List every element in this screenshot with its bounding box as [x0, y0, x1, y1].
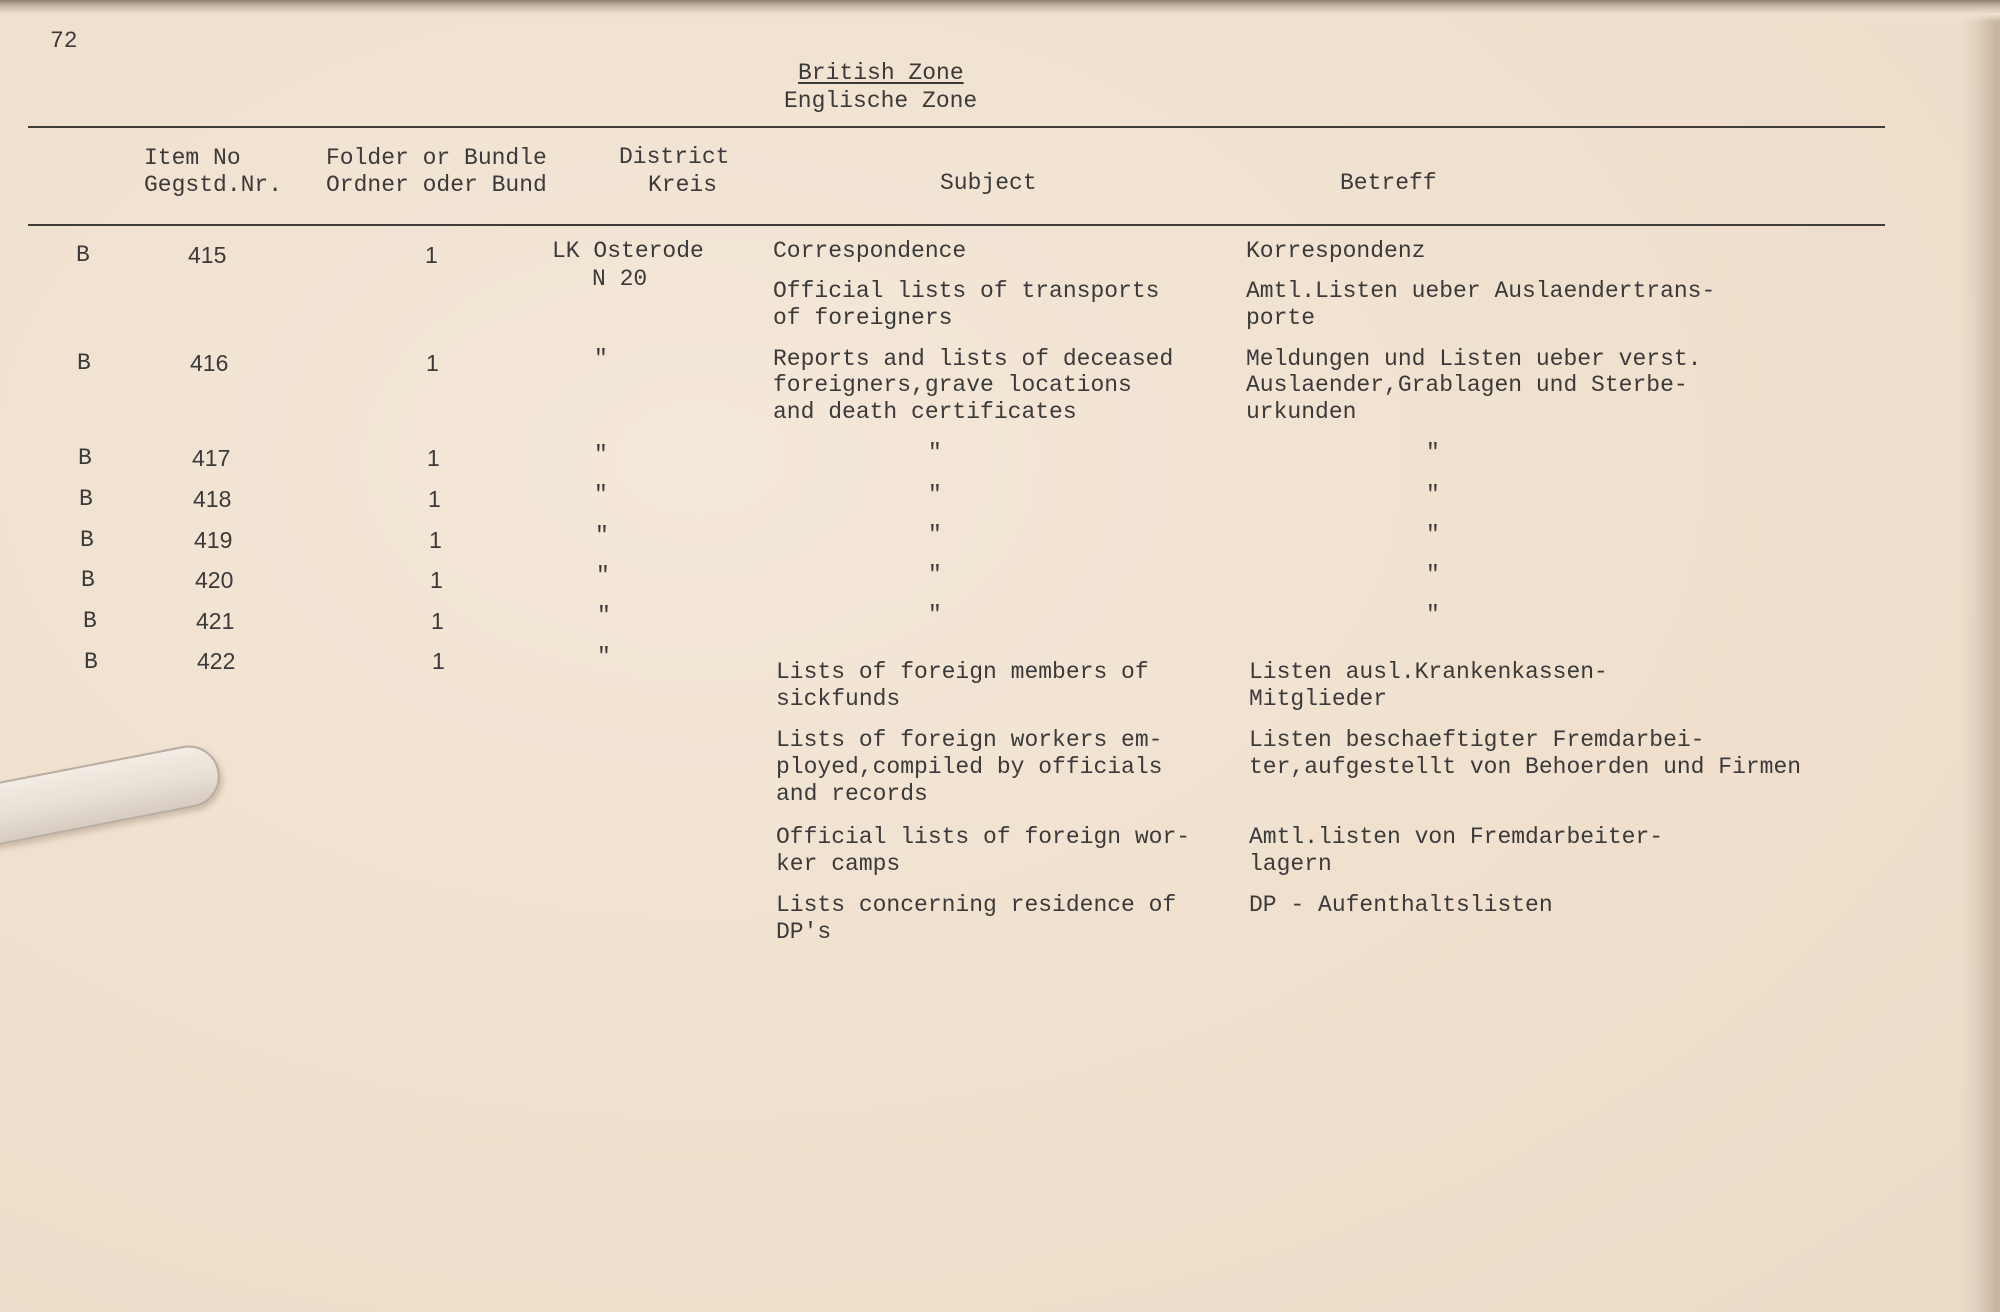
col-header-item-no-de: Gegstd.Nr. — [144, 172, 283, 198]
col-header-district: District — [619, 144, 730, 170]
folder-cell: 1 — [430, 567, 443, 593]
subject-cell: " — [928, 602, 942, 628]
betreff-line: urkunden — [1246, 399, 1357, 425]
subject-cell: " — [928, 440, 942, 466]
betreff-cell: " — [1426, 522, 1440, 548]
item-no-cell: 418 — [193, 486, 232, 512]
district-cell: " — [597, 603, 611, 629]
betreff-cell: " — [1426, 482, 1440, 508]
subject-line: Official lists of foreign wor- — [776, 824, 1191, 850]
subject-line: Lists concerning residence of — [776, 892, 1177, 918]
item-no-cell: 419 — [194, 527, 233, 553]
page-title: British Zone — [798, 60, 964, 86]
betreff-line: lagern — [1249, 851, 1332, 877]
folder-cell: 1 — [425, 242, 438, 268]
col-header-folder: Folder or Bundle — [326, 145, 547, 171]
header-bottom-rule — [28, 224, 1885, 226]
subject-line: ployed,compiled by officials — [776, 754, 1163, 780]
betreff-line: Auslaender,Grablagen und Sterbe- — [1246, 372, 1688, 398]
subject-cell: " — [928, 482, 942, 508]
subject-line: Reports and lists of deceased — [773, 346, 1174, 372]
item-no-cell: 420 — [195, 567, 234, 593]
folder-cell: 1 — [428, 486, 441, 512]
header-top-rule — [28, 126, 1885, 128]
series-cell: B — [77, 350, 91, 376]
col-header-district-de: Kreis — [648, 172, 718, 198]
district-cell: " — [594, 482, 608, 508]
betreff-line: Amtl.listen von Fremdarbeiter- — [1249, 824, 1664, 850]
folder-cell: 1 — [426, 350, 439, 376]
series-cell: B — [81, 567, 95, 593]
ruler-tool — [0, 740, 225, 851]
district-cell-line-2: N 20 — [592, 266, 648, 292]
district-cell: " — [595, 523, 609, 549]
betreff-line: porte — [1246, 305, 1316, 331]
betreff-line: DP - Aufenthaltslisten — [1249, 892, 1553, 918]
betreff-line: Amtl.Listen ueber Auslaendertrans- — [1246, 278, 1716, 304]
betreff-cell: " — [1426, 562, 1440, 588]
col-header-betreff: Betreff — [1340, 170, 1437, 196]
col-header-item-no: Item No — [144, 145, 241, 171]
series-cell: B — [80, 527, 94, 553]
item-no-cell: 416 — [190, 350, 229, 376]
subject-line: of foreigners — [773, 305, 953, 331]
betreff-line: Listen beschaeftigter Fremdarbei- — [1249, 727, 1705, 753]
series-cell: B — [83, 608, 97, 634]
series-cell: B — [78, 445, 92, 471]
subject-line: Lists of foreign workers em- — [776, 727, 1163, 753]
subject-line: DP's — [776, 919, 832, 945]
page-number: 72 — [50, 28, 78, 54]
page-subtitle: Englische Zone — [784, 88, 978, 114]
district-cell: " — [596, 563, 610, 589]
subject-cell: " — [928, 562, 942, 588]
district-cell: LK Osterode — [552, 238, 704, 264]
series-cell: B — [76, 242, 90, 268]
subject-line: ker camps — [776, 851, 901, 877]
col-header-folder-de: Ordner oder Bund — [326, 172, 547, 198]
folder-cell: 1 — [429, 527, 442, 553]
series-cell: B — [79, 486, 93, 512]
betreff-cell: Korrespondenz — [1246, 238, 1426, 264]
betreff-cell: " — [1426, 602, 1440, 628]
district-cell: " — [594, 346, 608, 372]
subject-cell: Correspondence — [773, 238, 967, 264]
betreff-line: ter,aufgestellt von Behoerden und Firmen — [1249, 754, 1802, 780]
subject-line: and records — [776, 781, 928, 807]
item-no-cell: 421 — [196, 608, 235, 634]
folder-cell: 1 — [427, 445, 440, 471]
betreff-cell: " — [1426, 440, 1440, 466]
col-header-subject: Subject — [940, 170, 1037, 196]
district-cell: " — [597, 644, 611, 670]
subject-line: Lists of foreign members of — [776, 659, 1149, 685]
series-cell: B — [84, 649, 98, 675]
betreff-line: Mitglieder — [1249, 686, 1388, 712]
item-no-cell: 415 — [188, 242, 227, 268]
betreff-line: Listen ausl.Krankenkassen- — [1249, 659, 1608, 685]
subject-line: foreigners,grave locations — [773, 372, 1132, 398]
folder-cell: 1 — [432, 648, 445, 674]
subject-line: Official lists of transports — [773, 278, 1160, 304]
district-cell: " — [594, 442, 608, 468]
subject-line: and death certificates — [773, 399, 1077, 425]
item-no-cell: 422 — [197, 648, 236, 674]
betreff-line: Meldungen und Listen ueber verst. — [1246, 346, 1702, 372]
item-no-cell: 417 — [192, 445, 231, 471]
folder-cell: 1 — [431, 608, 444, 634]
subject-cell: " — [928, 522, 942, 548]
subject-line: sickfunds — [776, 686, 901, 712]
